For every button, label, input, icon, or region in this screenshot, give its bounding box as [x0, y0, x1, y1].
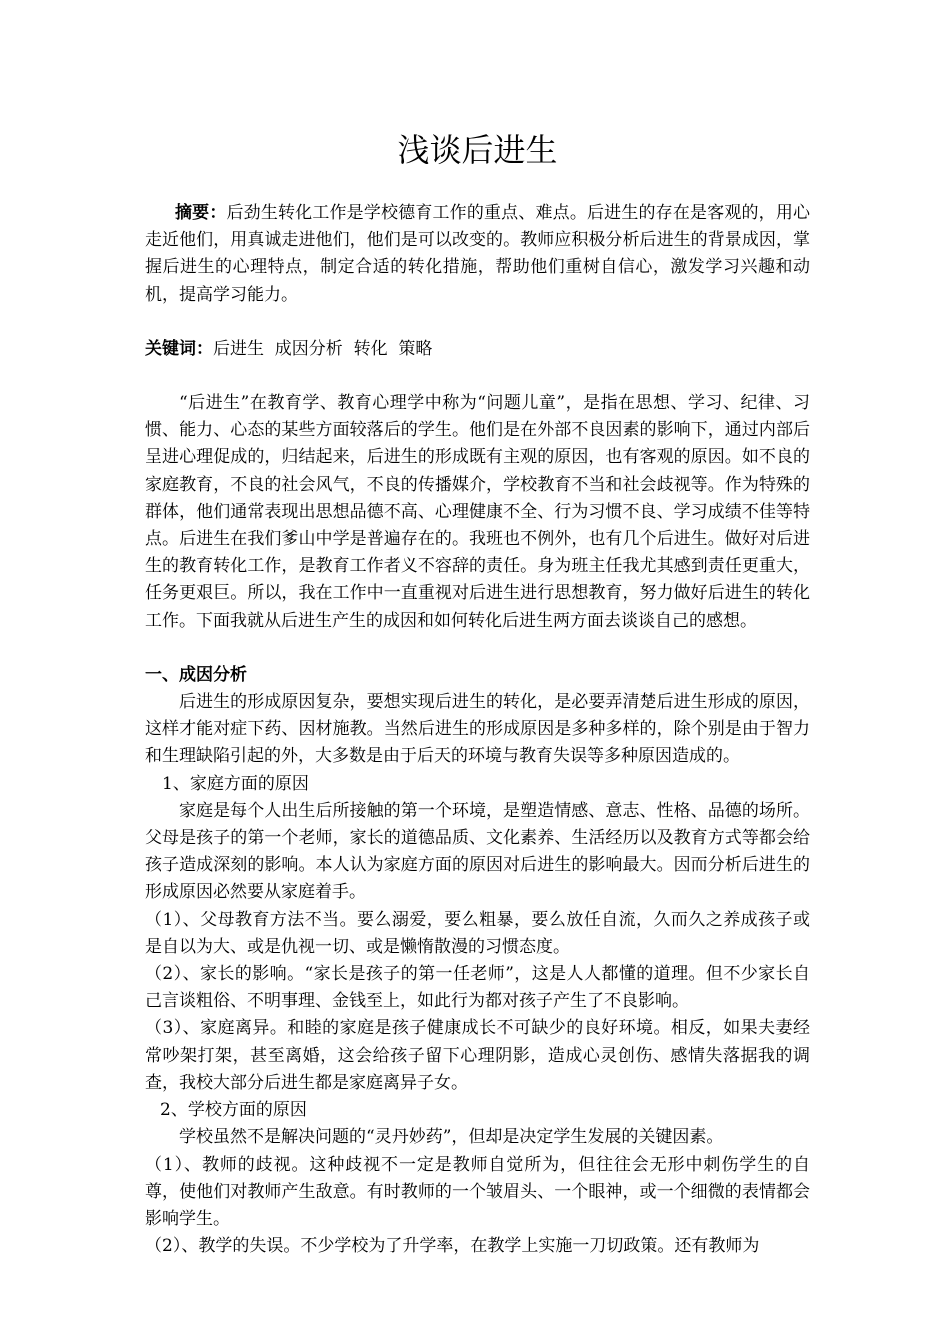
- school-item-2: （2）、教学的失误。不少学校为了升学率，在教学上实施一刀切政策。还有教师为: [145, 1236, 760, 1257]
- keywords-paragraph: [145, 336, 810, 363]
- section-heading-causes: 一、成因分析: [145, 664, 247, 685]
- keywords-label: 关键词：: [145, 338, 213, 359]
- subsection-heading-school: 2、学校方面的原因: [160, 1100, 307, 1121]
- school-item-1: （1）、教师的歧视。这种歧视不一定是教师自觉所为，但往往会无形中刺伤学生的自尊，使他们对教师产生敌意。有时教师的一个皱眉头、一个眼神，或一个细微的表情都会影响学生。: [145, 1154, 810, 1229]
- spacer: [145, 309, 810, 336]
- keywords-text: 后进生 成因分析 转化 策略: [213, 338, 433, 359]
- page-title: 浅谈后进生: [397, 131, 558, 169]
- spacer: [145, 363, 810, 390]
- subsection-heading-family: 1、家庭方面的原因: [162, 773, 309, 794]
- school-intro-paragraph: 学校虽然不是解决问题的“灵丹妙药”，但却是决定学生发展的关键因素。: [179, 1127, 724, 1148]
- abstract-paragraph: [145, 200, 810, 309]
- document-page: [145, 128, 810, 1260]
- family-item-2: （2）、家长的影响。“家长是孩子的第一任老师”，这是人人都懂的道理。但不少家长自己言谈粗俗、不明事理、金钱至上，如此行为都对孩子产生了不良影响。: [145, 964, 810, 1012]
- family-item-3: （3）、家庭离异。和睦的家庭是孩子健康成长不可缺少的良好环境。相反，如果夫妻经常吵架打架，甚至离婚，这会给孩子留下心理阴影，造成心灵创伤、感情失落据我的调查，我校大部分后进生都是家庭离异子女。: [145, 1018, 810, 1093]
- abstract-text: 后劲生转化工作是学校德育工作的重点、难点。后进生的存在是客观的，用心走近他们，用真诚走进他们，他们是可以改变的。教师应积极分析后进生的背景成因，掌握后进生的心理特点，制定合适的转化措施，帮助他们重树自信心，激发学习兴趣和动机，提高学习能力。: [145, 203, 810, 305]
- spacer: [145, 635, 810, 662]
- abstract-label: 摘要：: [175, 203, 227, 223]
- family-intro-paragraph: 家庭是每个人出生后所接触的第一个环境，是塑造情感、意志、性格、品德的场所。父母是孩子的第一个老师，家长的道德品质、文化素养、生活经历以及教育方式等都会给孩子造成深刻的影响。本人认为家庭方面的原因对后进生的影响最大。因而分析后进生的形成原因必然要从家庭着手。: [145, 800, 810, 903]
- intro-paragraph: “后进生”在教育学、教育心理学中称为“问题儿童”，是指在思想、学习、纪律、习惯、能力、心态的某些方面较落后的学生。他们是在外部不良因素的影响下，通过内部后呈进心理促成的，归结起来，后进生的形成既有主观的原因，也有客观的原因。如不良的家庭教育，不良的社会风气，不良的传播媒介，学校教育不当和社会歧视等。作为特殊的群体，他们通常表现出思想品德不高、心理健康不全、行为习惯不良、学习成绩不佳等特点。后进生在我们爹山中学是普遍存在的。我班也不例外，也有几个后进生。做好对后进生的教育转化工作，是教育工作者义不容辞的责任。身为班主任我尤其感到责任更重大，任务更艰巨。所以，我在工作中一直重视对后进生进行思想教育，努力做好后进生的转化工作。下面我就从后进生产生的成因和如何转化后进生两方面去谈谈自己的感想。: [145, 393, 810, 631]
- section-intro-paragraph: 后进生的形成原因复杂，要想实现后进生的转化，是必要弄清楚后进生形成的原因，这样才能对症下药、因材施教。当然后进生的形成原因是多种多样的，除个别是由于智力和生理缺陷引起的外，大多数是由于后天的环境与教育失误等多种原因造成的。: [145, 692, 810, 767]
- family-item-1: （1）、父母教育方法不当。要么溺爱，要么粗暴，要么放任自流，久而久之养成孩子或是自以为大、或是仇视一切、或是懒惰散漫的习惯态度。: [145, 909, 810, 957]
